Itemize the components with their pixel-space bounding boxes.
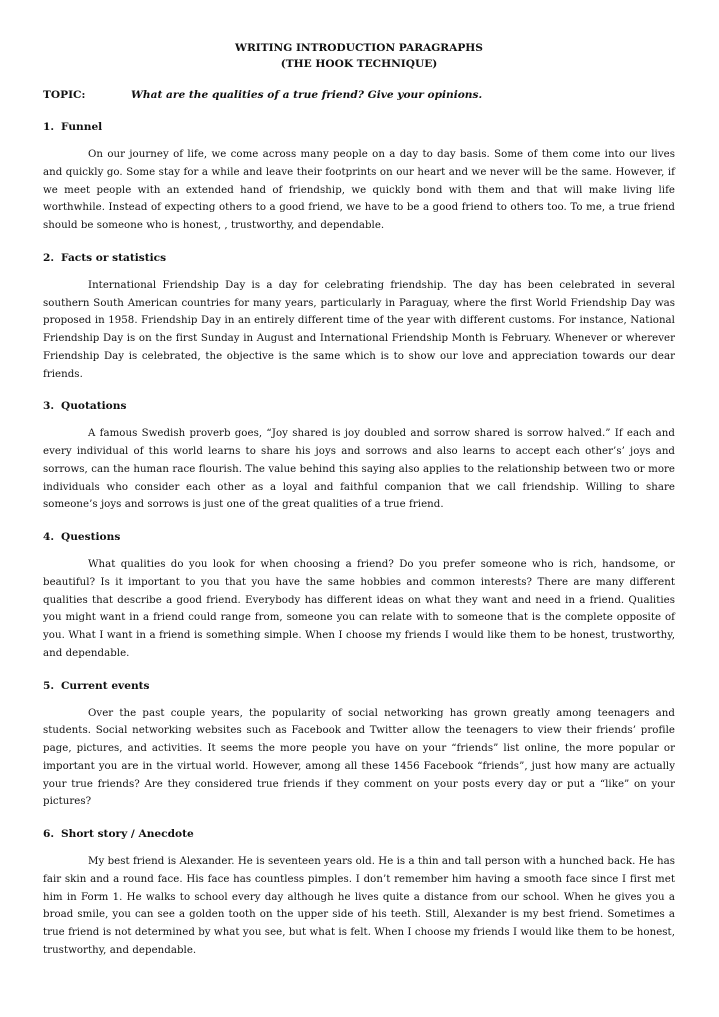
section-questions xyxy=(43,529,675,663)
section-paragraph: What qualities do you look for when choosing a friend? Do you prefer someone who is rich, handsome, or beautiful? Is it important to you that you have the same hobbies and common interests? There are many different qualities that describe a good friend. Everybody has different ideas on what they want and need in a friend. Qualities you might want in a friend could range from, someone you can relate with to someone that is the complete opposite of you. What I want in a friend is something simple. When I choose my friends I would like them to be honest, trustworthy, and dependable. xyxy=(43,559,675,659)
section-number: 1. xyxy=(43,121,55,133)
section-heading xyxy=(43,250,675,266)
topic-text: What are the qualities of a true friend? Give your opinions. xyxy=(131,89,483,101)
section-facts xyxy=(43,250,675,384)
section-title: Quotations xyxy=(61,400,127,413)
section-number: 5. xyxy=(43,679,55,692)
section-quotations xyxy=(43,398,675,514)
section-paragraph: Over the past couple years, the popularity of social networking has grown greatly among teenagers and students. Social networking websites such as Facebook and Twitter allow the teenagers to view their friends’ profile page, pictures, and activities. It seems the more people you have on your “friends” list online, the more popular or important you are in the virtual world. However, among all these 1456 Facebook “friends”, just how many are actually your true friends? Are they considered true friends if they comment on your posts every day or put a “like” on your pictures? xyxy=(43,707,675,808)
section-title: Facts or statistics xyxy=(61,251,167,264)
topic-label: TOPIC: xyxy=(43,89,86,101)
topic-row xyxy=(43,87,675,104)
section-paragraph: International Friendship Day is a day for celebrating friendship. The day has been celebrated in several southern South American countries for many years, particularly in Paraguay, where the first World Friendship Day was proposed in 1958. Friendship Day in an entirely different time of the year with different customs. For instance, National Friendship Day is on the first Sunday in August and International Friendship Month is February. Whenever or wherever Friendship Day is celebrated, the objective is the same which is to show our love and appreciation towards our dear friends. xyxy=(43,279,675,380)
section-number: 3. xyxy=(43,400,55,413)
document-title xyxy=(43,40,675,72)
section-funnel xyxy=(43,119,675,235)
section-heading xyxy=(43,398,675,414)
section-title: Current events xyxy=(61,679,150,692)
section-title: Funnel xyxy=(61,121,103,133)
section-paragraph: On our journey of life, we come across many people on a day to day basis. Some of them come into our lives and quickly go. Some stay for a while and leave their footprints on our heart and we never will be the same. However, if we meet people with an extended hand of friendship, we quickly bond with them and that will make living life worthwhile. Instead of expecting others to a good friend, we have to be a good friend to others too. To me, a true friend should be someone who is honest, , trustworthy, and dependable. xyxy=(43,149,675,231)
section-heading xyxy=(43,529,675,545)
section-current-events xyxy=(43,678,675,812)
section-number: 4. xyxy=(43,531,55,543)
section-anecdote xyxy=(43,826,675,960)
section-number: 6. xyxy=(43,828,55,840)
title-line-1: WRITING INTRODUCTION PARAGRAPHS xyxy=(235,42,483,54)
section-heading xyxy=(43,119,675,135)
section-number: 2. xyxy=(43,251,55,264)
section-title: Questions xyxy=(61,531,121,543)
section-heading xyxy=(43,678,675,694)
section-paragraph: A famous Swedish proverb goes, “Joy shared is joy doubled and sorrow shared is sorrow halved.” If each and every individual of this world learns to share his joys and sorrows and also learns to accept each other’s’ joys and sorrows, can the human race flourish. The value behind this saying also applies to the relationship between two or more individuals who consider each other as a loyal and faithful companion that we call friendship. Willing to share someone’s joys and sorrows is just one of the great qualities of a true friend. xyxy=(43,428,675,511)
section-heading xyxy=(43,826,675,842)
section-paragraph: My best friend is Alexander. He is seventeen years old. He is a thin and tall person with a hunched back. He has fair skin and a round face. His face has countless pimples. I don’t remember him having a smooth face since I first met him in Form 1. He walks to school every day although he lives quite a distance from our school. When he gives you a broad smile, you can see a golden tooth on the upper side of his teeth. Still, Alexander is my best friend. Sometimes a true friend is not determined by what you see, but what is felt. When I choose my friends I would like them to be honest, trustworthy, and dependable. xyxy=(43,856,675,956)
section-title: Short story / Anecdote xyxy=(61,828,194,840)
title-line-2: (THE HOOK TECHNIQUE) xyxy=(280,58,438,70)
document-page xyxy=(43,40,675,960)
